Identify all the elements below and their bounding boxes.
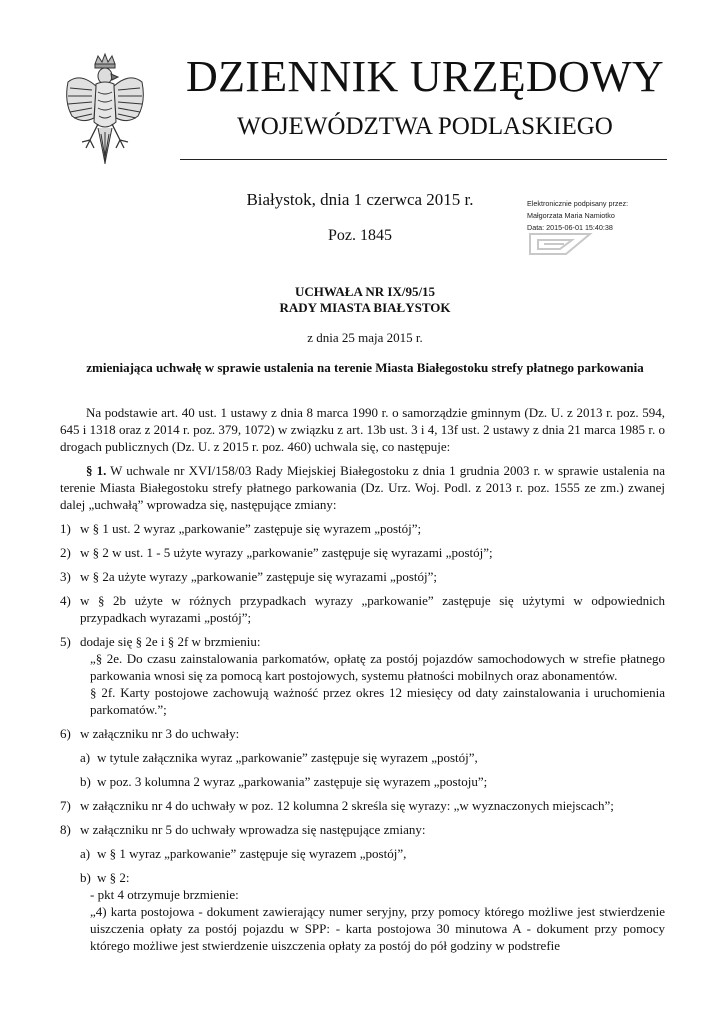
- list-item-number: 6): [60, 726, 71, 741]
- sub-item-letter: b): [80, 870, 91, 885]
- journal-subtitle: WOJEWÓDZTWA PODLASKIEGO: [237, 113, 613, 140]
- list-item-text: w § 2a użyte wyrazy „parkowanie” zastępuje się wyrazami „postój”;: [80, 569, 437, 584]
- paragraph-1: [60, 462, 665, 513]
- act-title-line-1: UCHWAŁA NR IX/95/15: [294, 284, 436, 299]
- list-item-text: w § 2 w ust. 1 - 5 użyte wyrazy „parkowanie” zastępuje się wyrazami „postój”;: [80, 545, 493, 560]
- list-item-number: 8): [60, 822, 71, 837]
- sub-item-letter: b): [80, 774, 91, 789]
- signature-signer: Małgorzata Maria Namiotko: [527, 211, 615, 220]
- list-item-text: w załączniku nr 4 do uchwały w poz. 12 kolumna 2 skreśla się wyrazy: „w wyznaczonych miejscach”;: [80, 798, 614, 813]
- sub-item-letter: a): [80, 750, 91, 765]
- preamble: Na podstawie art. 40 ust. 1 ustawy z dnia 8 marca 1990 r. o samorządzie gminnym (Dz. U. z 2013 r. poz. 594, 645 i 1318 oraz z 2014 r. poz. 379, 1072) w związku z art. 13b ust. 3 i 4, 13f ust. 2 ustawy z dnia 21 marca 1985 r. o drogach publicznych (Dz. U. z 2015 r. poz. 460) uchwala się, co następuje:: [60, 405, 665, 454]
- list-item-number: 3): [60, 569, 71, 584]
- list-item-number: 7): [60, 798, 71, 813]
- sub-item-text: w tytule załącznika wyraz „parkowanie” zastępuje się wyrazem „postój”,: [97, 750, 478, 765]
- act-title-line-2: RADY MIASTA BIAŁYSTOK: [279, 300, 451, 315]
- paragraph-1-text: W uchwale nr XVI/158/03 Rady Miejskiej Białegostoku z dnia 1 grudnia 2003 r. w sprawie ustalenia na terenie Miasta Białegostoku strefy płatnego parkowania (Dz. Urz. Woj. Podl. z 2013 r. poz. 1555 ze zm.) zwanej dalej „uchwałą” wprowadza się, następujące zmiany:: [60, 463, 666, 512]
- list-item-text: w § 2b użyte w różnych przypadkach wyrazy „parkowanie” zastępuje się użytymi w odpowiednich przypadkach wyrazami „postój”;: [80, 593, 665, 625]
- list-item: [60, 544, 665, 561]
- list-item-text: w załączniku nr 3 do uchwały:: [80, 726, 240, 741]
- sub-item-text: w § 2:: [97, 870, 130, 885]
- coat-of-arms-eagle-icon: [62, 52, 148, 170]
- list-item: [60, 821, 665, 838]
- header-divider: [180, 159, 667, 160]
- list-item-number: 4): [60, 593, 71, 608]
- list-item-text: w § 1 ust. 2 wyraz „parkowanie” zastępuje się wyrazem „postój”;: [80, 521, 422, 536]
- journal-title: DZIENNIK URZĘDOWY: [186, 52, 664, 101]
- sub-item-letter: a): [80, 846, 91, 861]
- document-body: [60, 404, 665, 954]
- quote-par-2e: „§ 2e. Do czasu zainstalowania parkomatów, opłatę za postój pojazdów samochodowych w strefie płatnego parkowania wnosi się za pomocą kart postojowych, systemu płatności mobilnych oraz abonamentów.: [90, 651, 665, 683]
- signature-stamp-icon: [526, 230, 594, 258]
- list-item-number: 2): [60, 545, 71, 560]
- list-item-text: w załączniku nr 5 do uchwały wprowadza się następujące zmiany:: [80, 822, 426, 837]
- act-subject: zmieniająca uchwałę w sprawie ustalenia na terenie Miasta Białegostoku strefy płatnego parkowania: [86, 360, 644, 375]
- sub-item-text: w poz. 3 kolumna 2 wyraz „parkowania” zastępuje się wyrazem „postoju”;: [97, 774, 488, 789]
- list-item: [60, 633, 665, 650]
- list-item: [60, 725, 665, 742]
- sub-item-text: w § 1 wyraz „parkowanie” zastępuje się wyrazem „postój”,: [97, 846, 407, 861]
- act-title: [60, 284, 670, 316]
- publication-dateline: Białystok, dnia 1 czerwca 2015 r.: [246, 190, 474, 209]
- act-date: z dnia 25 maja 2015 r.: [307, 330, 423, 345]
- signature-date: Data: 2015-06-01 15:40:38: [527, 223, 613, 232]
- signature-line-1: Elektronicznie podpisany przez:: [527, 199, 629, 208]
- electronic-signature: [527, 198, 667, 234]
- list-item: [60, 568, 665, 585]
- sub-item: [60, 749, 665, 766]
- list-item-number: 1): [60, 521, 71, 536]
- quote-par-2f: § 2f. Karty postojowe zachowują ważność przez okres 12 miesięcy od daty zainstalowania i uruchomienia parkomatów.”;: [90, 685, 665, 717]
- dash-item: - pkt 4 otrzymuje brzmienie:: [90, 887, 239, 902]
- sub-item: [60, 845, 665, 862]
- list-item: [60, 520, 665, 537]
- list-item: [60, 797, 665, 814]
- list-item-number: 5): [60, 634, 71, 649]
- position-number: Poz. 1845: [328, 227, 392, 244]
- sub-item: [60, 773, 665, 790]
- list-item-text: dodaje się § 2e i § 2f w brzmieniu:: [80, 634, 261, 649]
- sub-item: [60, 869, 665, 886]
- quote-pkt-4: „4) karta postojowa - dokument zawierający numer seryjny, przy pomocy którego możliwe jest stwierdzenie uiszczenia opłaty za postój pojazdu w SPP: - karta postojowa 30 minutowa A - dokument przy pomocy którego możliwe jest stwierdzenie uiszczenia opłaty za postój do pół godziny w podstrefie: [90, 904, 665, 953]
- list-item: [60, 592, 665, 626]
- paragraph-1-label: § 1.: [86, 463, 107, 478]
